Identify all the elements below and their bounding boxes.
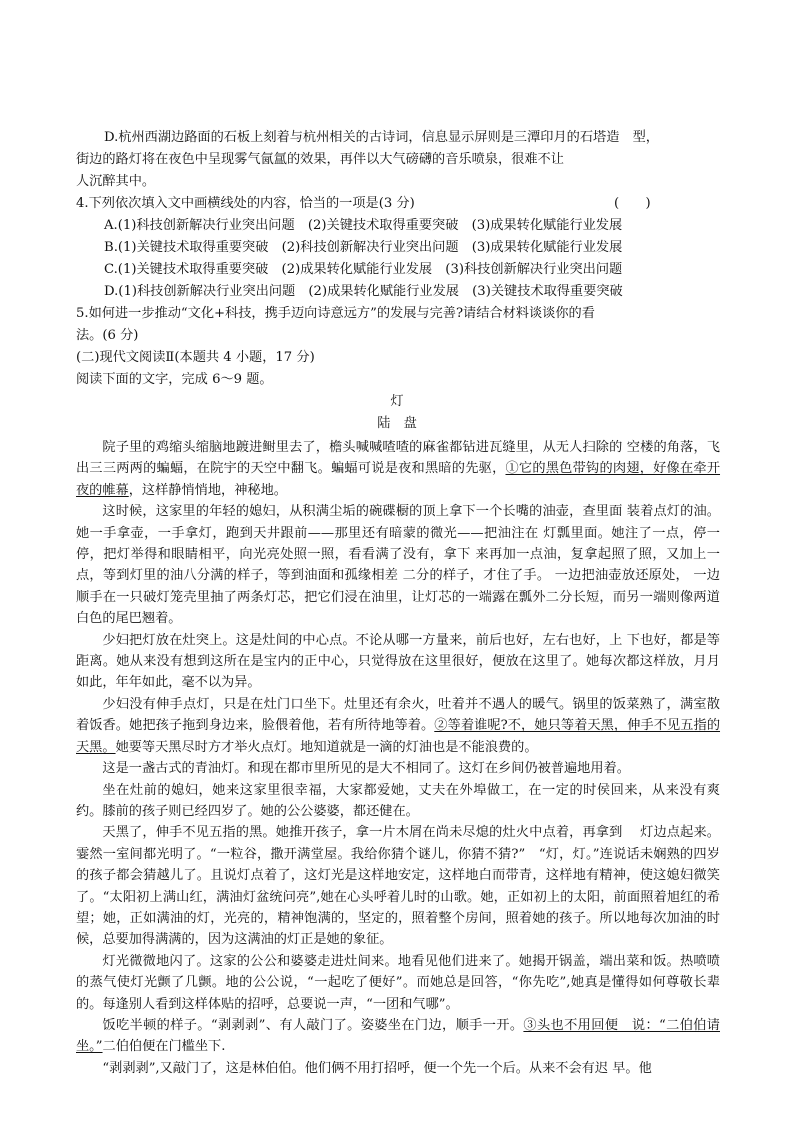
q5-line2: 法。(6 分)	[76, 328, 139, 343]
underlined-sentence-1: ①它的黑色带钩的肉翅，好像在牵开夜的帷幕	[76, 461, 721, 498]
section-heading: (二)现代文阅读Ⅱ(本题共 4 小题，17 分)	[76, 350, 315, 365]
q4-option-d: D.(1)科技创新解决行业突出问题 (2)成果转化赋能行业发展 (3)关键技术取得重要突破	[104, 284, 623, 299]
paragraph-7: 天黑了，伸手不见五指的黑。她推开孩子，拿一片木屑在尚未尽熄的灶火中点着，再拿到 灯边点起来。霎然一室间都光明了。“一粒谷，撒开满堂屋。我给你猜个谜儿，你猜不猜?” “灯，灯。”连说话未娴熟的四岁的孩子都会猜越儿了。且说灯点着了，这灯光是这样地安定，这样地白而带青，这样地有精神，使这媳妇微笑了。“太阳初上满山红，满油灯盆统问亮”,她在心头呼着儿时的山歌。她，正如初上的太阳，前面照着旭红的希望；她，正如满油的灯，光亮的，精神饱满的，坚定的，照着整个房间，照着她的孩子。所以地每次加油的时候，总要加得满满的，因为这满油的灯正是她的象征。	[76, 825, 720, 948]
q4-option-a: A.(1)科技创新解决行业突出问题 (2)关键技术取得重要突破 (3)成果转化赋能行业发展	[104, 218, 623, 233]
paragraph-8: 灯光微微地闪了。这家的公公和婆婆走进灶间来。地看见他们进来了。她揭开锅盖，端出菜和饭。热喷喷的蒸气使灯光颤了几颤。地的公公说，“一起吃了便好”。而她总是回答，“你先吃”,她真是懂得如何尊敬长辈的。每逢别人看到这样体贴的招呼，总要说一声，“一团和气哪”。	[76, 953, 720, 1012]
q4-option-b: B.(1)关键技术取得重要突破 (2)科技创新解决行业突出问题 (3)成果转化赋能行业发展	[104, 240, 623, 255]
q3-option-d-line3: 人沉醉其中。	[76, 174, 156, 189]
section-instruction: 阅读下面的文字，完成 6～9 题。	[76, 372, 273, 387]
paragraph-10: “剥剥剥”,又敲门了，这是林伯伯。他们俩不用打招呼，便一个先一个后。从来不会有迟 早。他	[102, 1060, 652, 1076]
underlined-sentence-3: ③头也不用回便 说：“二伯伯请坐。”	[76, 1017, 720, 1055]
q3-option-d-line1: D.杭州西湖边路面的石板上刻着与杭州相关的古诗词，信息显示屏则是三潭印月的石塔造 型，	[104, 130, 659, 145]
article-body	[76, 437, 720, 1079]
paragraph-1: 院子里的鸡缩头缩脑地踱进鲥里去了，檐头喊喊喳喳的麻雀都钻进瓦缝里，从无人扫除的 空楼的角落，飞出三三两两的蝙蝠，在院宇的天空中翻飞。蝙蝠可说是夜和黑暗的先驱，①它的黑色带钩的肉翅，好像在牵开夜的帷幕，这样静悄悄地，神秘地。	[76, 440, 721, 498]
paragraph-6: 坐在灶前的媳妇，她来这家里很幸福，大家都爱她，丈夫在外埠做工，在一定的时侯回来，从来没有爽约。膝前的孩子则已经四岁了。她的公公婆婆，都还健在。	[76, 782, 720, 819]
q5-line1: 5.如何进一步推动“文化+科技，携手迈向诗意远方”的发展与完善?请结合材料谈谈你的看	[76, 306, 595, 321]
article-title: 灯	[390, 394, 404, 409]
paragraph-5: 这是一盏古式的青油灯。和现在都市里所见的是大不相同了。这灯在乡间仍被普遍地用着。	[102, 761, 630, 777]
underlined-sentence-2: ②等着谁呢?不，她只等着天黑，伸手不见五指的天黑。	[76, 718, 721, 755]
q4-stem: 4.下列依次填入文中画横线处的内容，恰当的一项是(3 分)	[76, 196, 415, 211]
paragraph-3: 少妇把灯放在灶突上。这是灶间的中心点。不论从哪一方量来，前后也好，左右也好，上 下也好，都是等距离。她从来没有想到这所在是宝内的正中心，只觉得放在这里很好，便放在这里了。她每次都这样放，月月如此，年年如此，毫不以为异。	[76, 632, 720, 691]
q4-option-c: C.(1)关键技术取得重要突破 (2)成果转化赋能行业发展 (3)科技创新解决行业突出问题	[104, 262, 623, 277]
paragraph-2: 这时候，这家里的年轻的媳妇，从积满尘垢的碗碟橱的顶上拿下一个长嘴的油壶，查里面 装着点灯的油。她一手拿壶，一手拿灯，跑到天井跟前——那里还有暗蒙的微光——把油注在 灯瓢里面。她注了一点，停一停，把灯举得和眼睛相平，向光亮处照一照，看看满了没有，拿下 来再加一点油，复拿起照了照，又加上一点，等到灯里的油八分满的样子，等到油面和孤缘相差 二分的样子，才住了手。 一边把油壶放还原处， 一边顺手在一只破灯笼壳里抽了两条灯芯，把它们浸在油里，让灯芯的一端露在瓢外二分长短，而另一端则像两道白色的尾巴翘着。	[76, 504, 720, 627]
q4-answer-paren: ( )	[614, 196, 651, 211]
q3-option-d-line2: 街边的路灯将在夜色中呈现雾气氤氲的效果，再伴以大气磅礴的音乐喷泉，很难不让	[76, 152, 564, 167]
paragraph-4: 少妇没有伸手点灯，只是在灶门口坐下。灶里还有余火，吐着并不遇人的暖气。锅里的饭菜熟了，满室散着饭香。她把孩子拖到身边来，脸偎着他，若有所待地等着。②等着谁呢?不，她只等着天黑，伸手不见五指的天黑。她要等天黑尽时方才举火点灯。地知道就是一滴的灯油也是不能浪费的。	[76, 696, 721, 755]
paragraph-9: 饭吃半顿的样子。“剥剥剥”、有人敲门了。姿婆坐在门边，顺手一开。③头也不用回便 说：“二伯伯请坐。”二伯伯便在门槛坐下.	[76, 1017, 720, 1055]
article-author: 陆 盘	[377, 416, 417, 431]
